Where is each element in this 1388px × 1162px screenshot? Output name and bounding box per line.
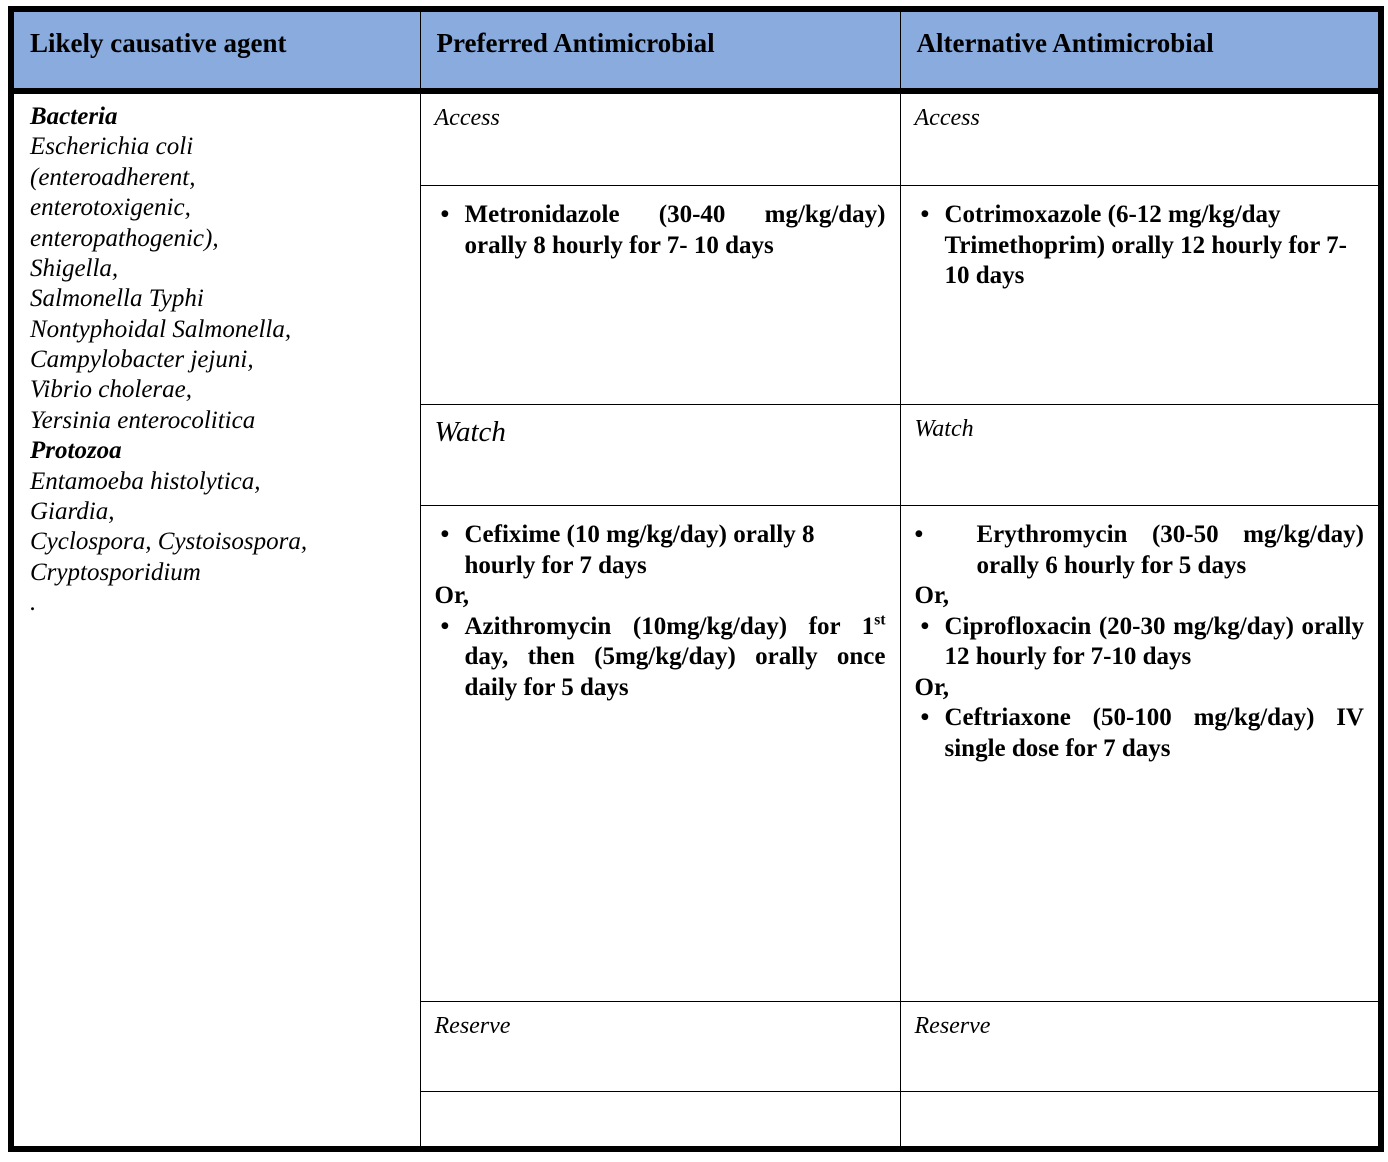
cell-preferred-watch-drugs <box>420 506 900 1002</box>
drug-separator-or-1: Or, <box>434 582 469 610</box>
cell-causative-agents <box>11 91 420 1149</box>
column-header-alternative-antimicrobial: Alternative Antimicrobial <box>900 9 1381 91</box>
column-header-preferred-antimicrobial: Preferred Antimicrobial <box>420 9 900 91</box>
tier-label-alternative-watch: Watch <box>900 405 1381 506</box>
agent-group-bacteria-label: Bacteria <box>30 103 118 130</box>
cell-alternative-watch-drugs <box>900 506 1381 1002</box>
tier-label-alternative-reserve: Reserve <box>900 1001 1381 1091</box>
drug-item-azithromycin <box>435 612 886 704</box>
table-header <box>11 9 1381 91</box>
cell-alternative-reserve-drugs <box>900 1092 1381 1149</box>
tier-label-preferred-access: Access <box>420 91 900 186</box>
cell-preferred-reserve-drugs <box>420 1092 900 1149</box>
column-header-causative-agent: Likely causative agent <box>11 9 420 91</box>
agent-list-bacteria: Escherichia coli (enteroadherent, enterotoxigenic, enteropathogenic), Shigella, Salmonella Typhi Nontyphoidal Salmonella, Campylobacter jejuni, Vibrio cholerae, Yersinia enterocolitica <box>30 133 292 434</box>
drug-list-preferred-watch <box>435 520 886 703</box>
azithromycin-ordinal-suffix: st <box>874 611 886 629</box>
agent-group-protozoa-label: Protozoa <box>30 437 122 465</box>
drug-separator-or-3: Or, <box>914 673 949 701</box>
azithromycin-text-post: day, then (5mg/kg/day) orally once daily for 5 days <box>464 643 886 701</box>
table-row-access-label <box>11 91 1381 186</box>
tier-label-preferred-reserve: Reserve <box>420 1001 900 1091</box>
drug-item-ciprofloxacin: • Ciprofloxacin (20-30 mg/kg/day) orally 12 hourly for 7-10 days <box>915 612 1365 673</box>
drug-item-erythromycin: • Erythromycin (30-50 mg/kg/day) orally 6 hourly for 5 days <box>915 520 1365 581</box>
drug-list-alternative-access <box>915 200 1365 292</box>
drug-item-cotrimoxazole: • Cotrimoxazole (6-12 mg/kg/day Trimethoprim) orally 12 hourly for 7-10 days <box>915 200 1365 292</box>
drug-separator-or-2: Or, <box>914 582 949 610</box>
drug-item-metronidazole: • Metronidazole (30-40 mg/kg/day) orally 8 hourly for 7- 10 days <box>435 200 886 261</box>
tier-label-preferred-watch: Watch <box>420 405 900 506</box>
agent-list-protozoa: Entamoeba histolytica, Giardia, Cyclospora, Cystoisospora, Cryptosporidium <box>30 467 308 586</box>
drug-item-cefixime: • Cefixime (10 mg/kg/day) orally 8 hourly for 7 days <box>435 520 886 581</box>
drug-item-ceftriaxone: • Ceftriaxone (50-100 mg/kg/day) IV single dose for 7 days <box>915 703 1365 764</box>
drug-list-preferred-access <box>435 200 886 261</box>
antimicrobial-guidance-table <box>8 6 1384 1152</box>
agent-trailing-mark: . <box>30 589 37 616</box>
drug-list-alternative-watch <box>915 520 1365 764</box>
tier-label-alternative-access: Access <box>900 91 1381 186</box>
header-row <box>11 9 1381 91</box>
cell-preferred-access-drugs <box>420 186 900 405</box>
table-body <box>11 91 1381 1149</box>
azithromycin-text-pre: Azithromycin (10mg/kg/day) for 1 <box>464 612 875 640</box>
cell-alternative-access-drugs <box>900 186 1381 405</box>
